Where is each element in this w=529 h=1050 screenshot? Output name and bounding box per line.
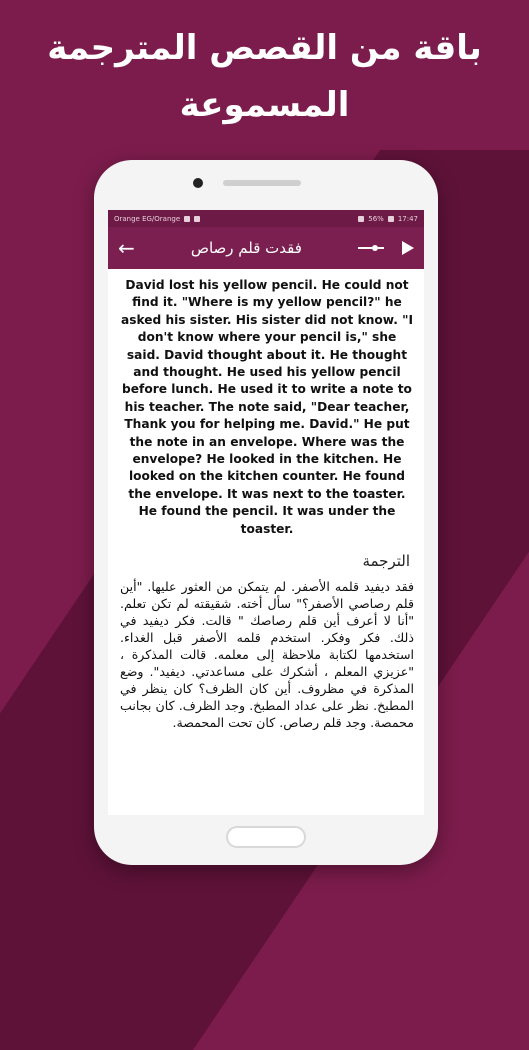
status-bar xyxy=(108,210,424,227)
app-bar xyxy=(108,227,424,269)
notification-icon xyxy=(184,216,190,222)
phone-screen xyxy=(108,210,424,815)
battery-label: 56% xyxy=(368,214,384,223)
story-english-text: David lost his yellow pencil. He could not find it. "Where is my yellow pencil?" he asked his sister. His sister did not know. "I don't know where your pencil is," she said. David thought about it. He thought and thought. He used his yellow pencil before lunch. He used it to write a note to his teacher. The note said, "Dear teacher, Thank you for helping me. David." He put the note in an envelope. Where was the envelope? He looked in the kitchen. He looked on the kitchen counter. He found the envelope. It was next to the toaster. He found the pencil. It was under the toaster. xyxy=(120,278,414,536)
story-content[interactable] xyxy=(108,269,424,731)
speaker-grille xyxy=(223,180,301,186)
notification-icon xyxy=(194,216,200,222)
story-title: فقدت قلم رصاص xyxy=(190,239,302,257)
battery-icon xyxy=(388,216,394,222)
signal-icon xyxy=(358,216,364,222)
clock-label: 17:47 xyxy=(397,214,418,223)
arrow-left-icon[interactable]: ← xyxy=(118,236,135,260)
carrier-label: Orange EG/Orange xyxy=(114,214,181,223)
play-icon[interactable] xyxy=(402,241,414,255)
home-button[interactable] xyxy=(226,826,306,848)
promo-headline-line1: باقة من القصص المترجمة xyxy=(47,28,482,68)
promo-headline-line2: المسموعة xyxy=(179,85,350,125)
seek-slider-icon[interactable] xyxy=(358,245,384,251)
translation-heading: الترجمة xyxy=(362,552,410,571)
story-arabic-text: فقد ديفيد قلمه الأصفر. لم يتمكن من العثور عليها. "أين قلم رصاصي الأصفر؟" سأل أخته. شقيقته لم تكن تعلم. "أنا لا أعرف أين قلم رصاصك " قالت. فكر ديفيد في ذلك. فكر وفكر. استخدم قلمه الأصفر قبل الغداء. استخدمها لكتابة ملاحظة إلى معلمه. قالت المذكرة ، "عزيزي المعلم ، أشكرك على مساعدتي. ديفيد". وضع المذكرة في مظروف. أين كان الظرف؟ كان ينظر في المطبخ. نظر على عداد المطبخ. وجد الظرف. كان بجانب محمصة. وجد قلم رصاص. كان تحت المحمصة. xyxy=(120,579,414,731)
camera-icon xyxy=(193,178,203,188)
